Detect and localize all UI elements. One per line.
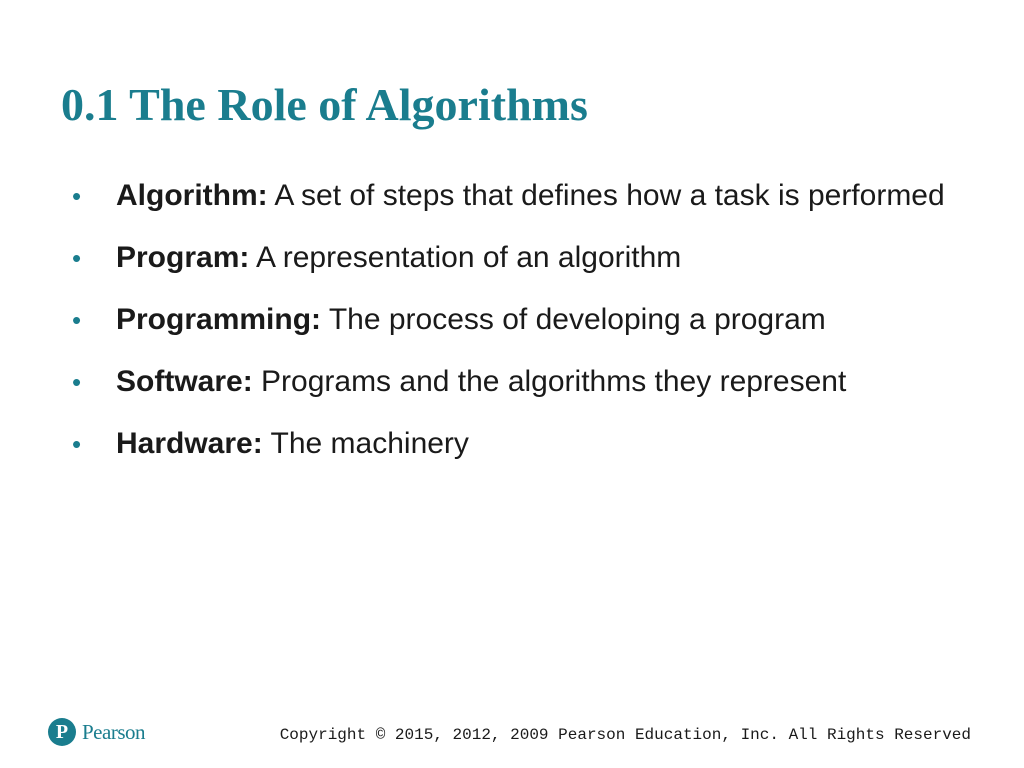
bullet-icon: • [72, 181, 82, 211]
copyright-notice: Copyright © 2015, 2012, 2009 Pearson Education, Inc. All Rights Reserved [279, 726, 971, 744]
pearson-logo [48, 718, 145, 746]
bullet-icon: • [72, 243, 82, 273]
bullet-term: Algorithm: [116, 179, 268, 212]
pearson-wordmark: Pearson [82, 719, 145, 744]
bullet-text: Programs and the algorithms they represent [252, 365, 847, 398]
bullet-icon: • [72, 305, 82, 335]
bullet-item [72, 176, 972, 216]
bullet-text: A representation of an algorithm [249, 241, 682, 274]
bullet-list [72, 176, 972, 486]
bullet-term: Program: [116, 241, 250, 274]
bullet-item [72, 300, 972, 340]
bullet-term: Hardware: [116, 427, 263, 460]
bullet-icon: • [72, 367, 82, 397]
slide-title: 0.1 The Role of Algorithms [61, 79, 588, 130]
bullet-icon: • [72, 429, 82, 459]
bullet-text: The process of developing a program [321, 303, 826, 336]
bullet-item [72, 362, 972, 402]
bullet-term: Software: [116, 365, 253, 398]
bullet-item [72, 424, 972, 464]
bullet-text: A set of steps that defines how a task is performed [267, 179, 945, 212]
bullet-term: Programming: [116, 303, 322, 336]
bullet-item [72, 238, 972, 278]
pearson-logo-icon: P [48, 718, 76, 746]
bullet-text: The machinery [262, 427, 469, 460]
